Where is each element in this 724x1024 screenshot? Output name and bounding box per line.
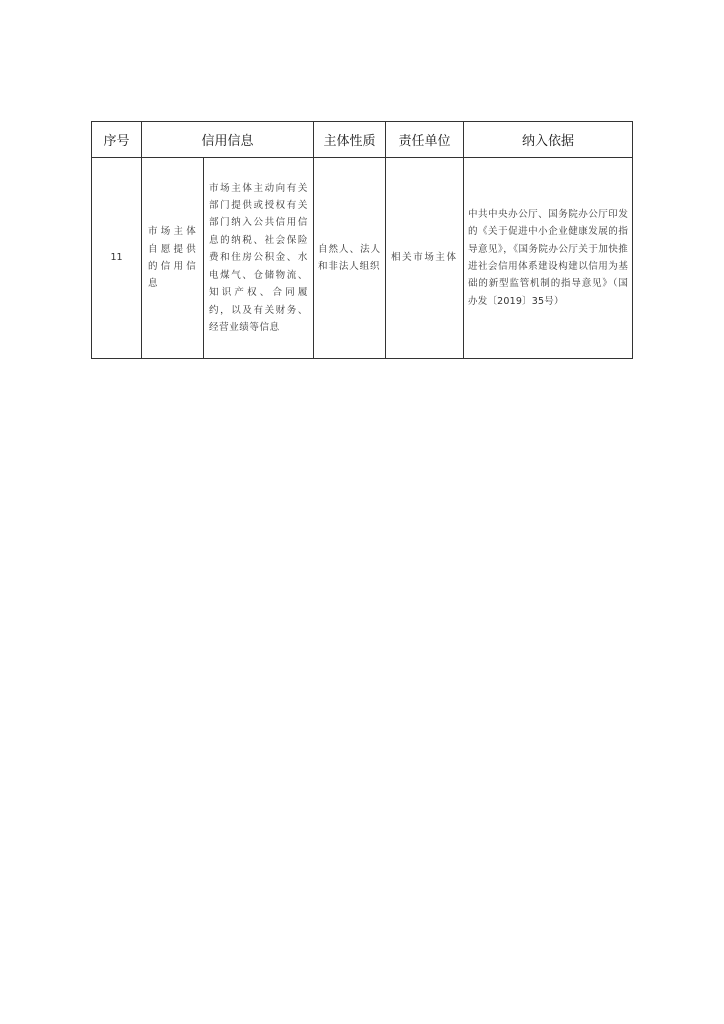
header-basis: 纳入依据 [464,122,633,158]
row-seq-cell [92,158,142,359]
table-row [92,158,633,359]
row-basis: 中共中央办公厅、国务院办公厅印发的《关于促进中小企业健康发展的指导意见》，《国务院办公厅关于加快推进社会信用体系建设构建以信用为基础的新型监管机制的指导意见》（国办发〔2019〕35号） [468,208,629,307]
row-basis-cell [464,158,633,359]
row-category-cell [142,158,204,359]
header-nature: 主体性质 [314,122,386,158]
credit-info-table [91,121,633,359]
row-category: 市场主体自愿提供的信用信息 [148,226,197,290]
row-unit: 相关市场主体 [391,252,458,264]
row-nature: 自然人、法人和非法人组织 [318,243,382,272]
header-unit: 责任单位 [386,122,464,158]
row-description-cell [204,158,314,359]
row-nature-cell [314,158,386,359]
row-description: 市场主体主动向有关部门提供或授权有关部门纳入公共信用信息的纳税、社会保险费和住房公积金、水电煤气、仓储物流、知识产权、合同履约，以及有关财务、经营业绩等信息 [209,182,309,333]
row-unit-cell [386,158,464,359]
header-seq: 序号 [92,122,142,158]
header-info: 信用信息 [142,122,314,158]
table-header-row [92,122,633,158]
row-seq: 11 [110,252,123,264]
